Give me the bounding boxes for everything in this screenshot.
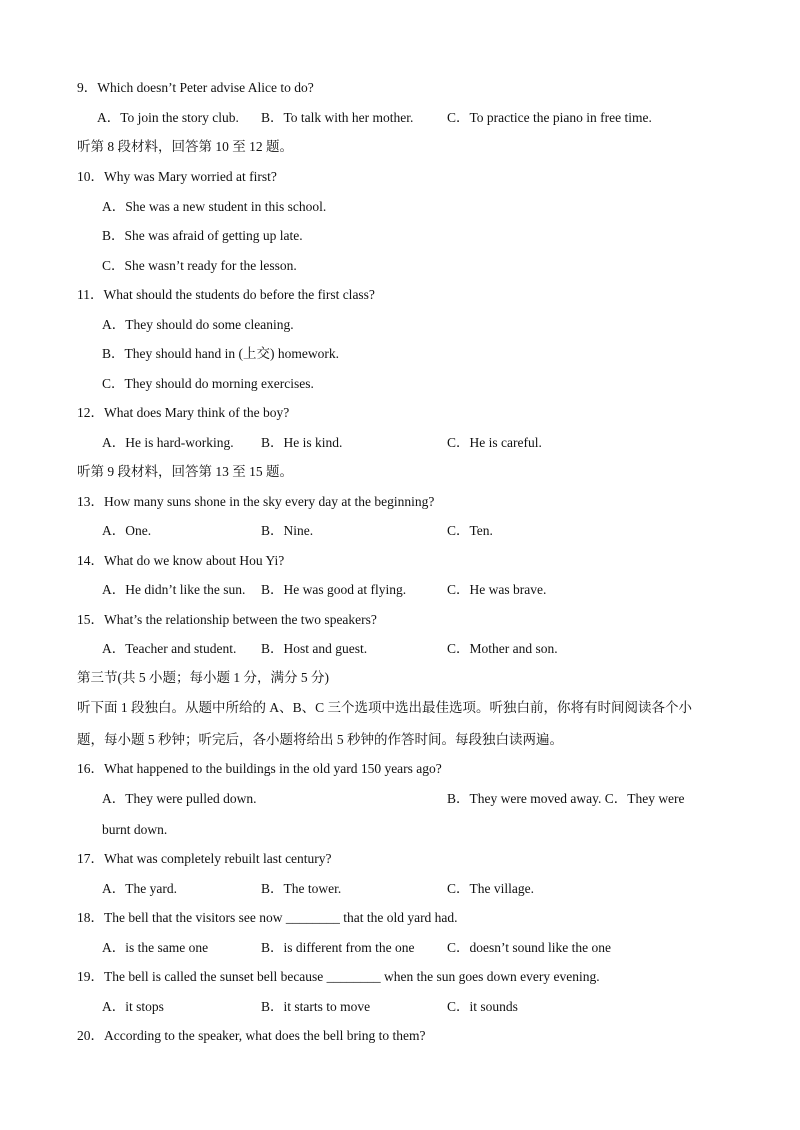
question-16-option-a: A．They were pulled down. [102, 791, 257, 806]
section-heading-9: 听第 9 段材料，回答第 13 至 15 题。 [77, 464, 293, 479]
question-14-option-b: B．He was good at flying. [261, 582, 407, 597]
question-15-option-b: B．Host and guest. [261, 641, 368, 656]
question-11: 11．What should the students do before the first class? [77, 287, 375, 302]
question-12-option-b: B．He is kind. [261, 435, 343, 450]
question-14-option-a: A．He didn’t like the sun. [102, 582, 246, 597]
question-18: 18．The bell that the visitors see now ________ that the old yard had. [77, 910, 458, 925]
question-10-option-c: C．She wasn’t ready for the lesson. [102, 258, 297, 273]
question-13-option-b: B．Nine. [261, 523, 314, 538]
question-15: 15．What’s the relationship between the two speakers? [77, 612, 377, 627]
question-15-option-a: A．Teacher and student. [102, 641, 237, 656]
question-18-option-a: A．is the same one [102, 940, 209, 955]
question-13-option-a: A．One. [102, 523, 152, 538]
question-11-option-b: B．They should hand in (上交) homework. [102, 346, 339, 361]
question-17: 17．What was completely rebuilt last century? [77, 851, 332, 866]
question-19-option-a: A．it stops [102, 999, 164, 1014]
section-heading-8: 听第 8 段材料，回答第 10 至 12 题。 [77, 139, 293, 154]
question-17-option-a: A．The yard. [102, 881, 177, 896]
question-14: 14．What do we know about Hou Yi? [77, 553, 285, 568]
question-16: 16．What happened to the buildings in the old yard 150 years ago? [77, 761, 442, 776]
question-18-option-c: C．doesn’t sound like the one [447, 940, 611, 955]
question-11-option-a: A．They should do some cleaning. [102, 317, 294, 332]
question-16-option-b-c: B．They were moved away. C．They were [447, 791, 685, 806]
instructions-line-2: 题，每小题 5 秒钟；听完后，各小题将给出 5 秒钟的作答时间。每段独白读两遍。 [77, 732, 563, 747]
question-16-option-c-continued: burnt down. [102, 822, 168, 837]
question-13: 13．How many suns shone in the sky every day at the beginning? [77, 494, 435, 509]
question-13-option-c: C．Ten. [447, 523, 493, 538]
question-9-option-c: C．To practice the piano in free time. [447, 110, 652, 125]
question-20: 20．According to the speaker, what does the bell bring to them? [77, 1028, 426, 1043]
question-11-option-c: C．They should do morning exercises. [102, 376, 314, 391]
question-9-option-b: B．To talk with her mother. [261, 110, 414, 125]
question-12-option-c: C．He is careful. [447, 435, 542, 450]
question-19-option-b: B．it starts to move [261, 999, 371, 1014]
question-10: 10．Why was Mary worried at first? [77, 169, 277, 184]
question-17-option-b: B．The tower. [261, 881, 342, 896]
question-18-option-b: B．is different from the one [261, 940, 415, 955]
question-9-option-a: A．To join the story club. [97, 110, 239, 125]
part-three-heading: 第三节(共 5 小题；每小题 1 分，满分 5 分) [77, 670, 329, 685]
question-12-option-a: A．He is hard-working. [102, 435, 234, 450]
question-9: 9．Which doesn’t Peter advise Alice to do? [77, 80, 314, 95]
question-15-option-c: C．Mother and son. [447, 641, 558, 656]
question-19-option-c: C．it sounds [447, 999, 518, 1014]
question-19: 19．The bell is called the sunset bell because ________ when the sun goes down every evening. [77, 969, 600, 984]
question-10-option-a: A．She was a new student in this school. [102, 199, 327, 214]
instructions-line-1: 听下面 1 段独白。从题中所给的 A、B、C 三个选项中选出最佳选项。听独白前，你将有时间阅读各个小 [77, 700, 693, 715]
question-12: 12．What does Mary think of the boy? [77, 405, 290, 420]
question-14-option-c: C．He was brave. [447, 582, 547, 597]
question-10-option-b: B．She was afraid of getting up late. [102, 228, 303, 243]
question-17-option-c: C．The village. [447, 881, 534, 896]
